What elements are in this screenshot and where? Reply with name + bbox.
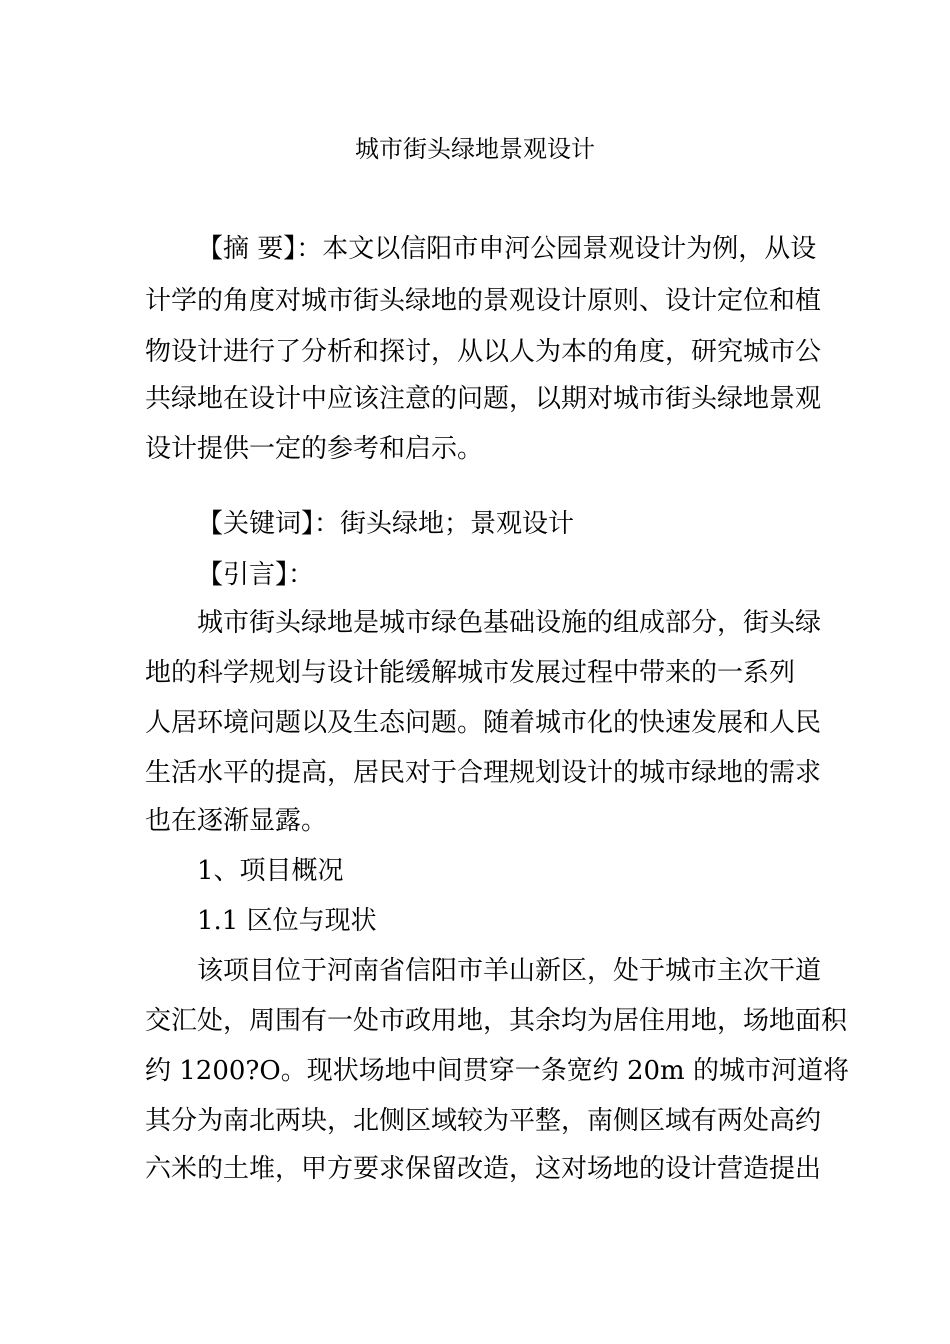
body-line: 约 1200?O。现状场地中间贯穿一条宽约 20m 的城市河道将 bbox=[145, 1056, 849, 1086]
intro-heading: 【引言】： bbox=[197, 560, 315, 590]
abstract-line: 计学的角度对城市街头绿地的景观设计原则、设计定位和植 bbox=[145, 286, 822, 316]
keywords-line: 【关键词】：街头绿地；景观设计 bbox=[197, 509, 575, 539]
intro-line: 也在逐渐显露。 bbox=[145, 806, 328, 836]
subsection-heading: 1.1 区位与现状 bbox=[197, 906, 377, 936]
body-line: 其分为南北两块，北侧区域较为平整，南侧区域有两处高约 bbox=[145, 1106, 822, 1136]
abstract-line: 物设计进行了分析和探讨，从以人为本的角度，研究城市公 bbox=[145, 337, 822, 367]
body-line: 交汇处，周围有一处市政用地，其余均为居住用地，场地面积 bbox=[145, 1006, 848, 1036]
section-heading: 1、项目概况 bbox=[197, 856, 344, 886]
abstract-line: 【摘 要】：本文以信阳市申河公园景观设计为例，从设 bbox=[197, 234, 817, 264]
intro-line: 城市街头绿地是城市绿色基础设施的组成部分，街头绿 bbox=[197, 608, 822, 638]
abstract-line: 设计提供一定的参考和启示。 bbox=[145, 434, 484, 464]
abstract-line: 共绿地在设计中应该注意的问题，以期对城市街头绿地景观 bbox=[145, 384, 822, 414]
intro-line: 地的科学规划与设计能缓解城市发展过程中带来的一系列 bbox=[145, 658, 796, 688]
document-title: 城市街头绿地景观设计 bbox=[355, 135, 595, 163]
body-line: 六米的土堆，甲方要求保留改造，这对场地的设计营造提出 bbox=[145, 1154, 822, 1184]
intro-line: 人居环境问题以及生态问题。随着城市化的快速发展和人民 bbox=[145, 708, 822, 738]
body-line: 该项目位于河南省信阳市羊山新区，处于城市主次干道 bbox=[197, 956, 822, 986]
intro-line: 生活水平的提高，居民对于合理规划设计的城市绿地的需求 bbox=[145, 758, 822, 788]
